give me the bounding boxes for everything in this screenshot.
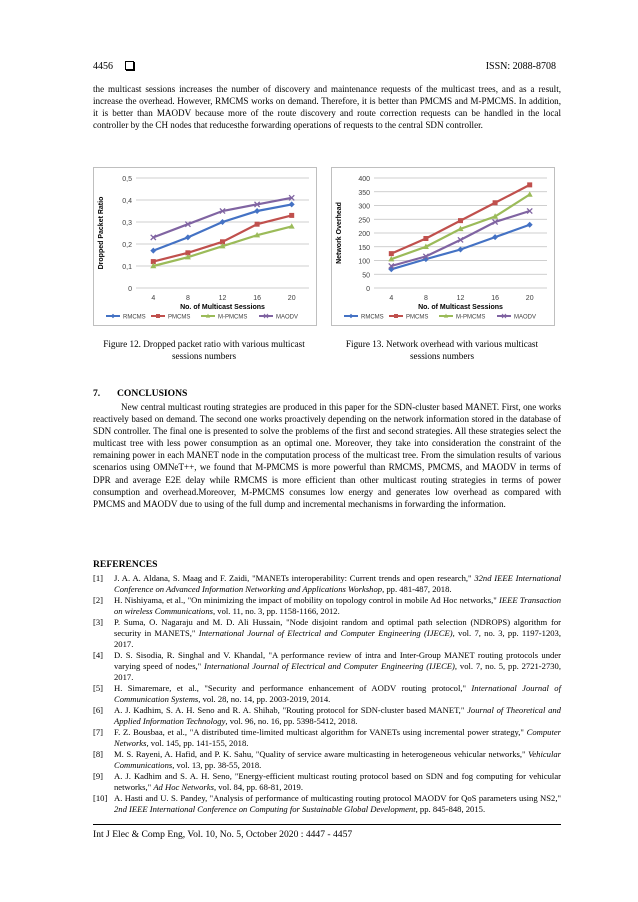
legend-label: RMCMS <box>123 314 146 321</box>
reference-number: [2] <box>93 595 104 605</box>
data-point <box>289 213 294 218</box>
reference-number: [4] <box>93 650 104 660</box>
reference-text: F. Z. Bousbaa, et al., "A distributed time-limited multicast algorithm for VANETs using incremental power strategy," Computer Networks, vol. 145, pp. 141-155, 2018. <box>114 727 561 749</box>
conclusions-text: New central multicast routing strategies are produced in this paper for the SDN-cluster based MANET. First, one works reactively based on demand. The second one works proactively depending on the network information stored in the database of SDN controller. The final one is presented to solve the problems of the first and second strategies. All these strategies select the multicast tree with less power consumption as an optimal one. Moreover, they take into consideration the constraint of the remaining power in each MANET node in the computation process of the multicast tree. From the simulation results of various scenarios using OMNeT++, we found that M-PMCMS is more powerful than RMCMS, PMCMS, and MAODV in terms of DPR and average E2E delay while RMCMS is more efficient than other multicast routing strategies in terms of power consumption and overhead.Moreover, M-PMCMS consumes low energy and generates low overhead as compared with PMCMS and MAODV due to using of the full dump and incremental mechanisms in forwarding the information. <box>93 402 561 509</box>
data-point <box>150 248 156 254</box>
legend-label: MAODV <box>276 314 299 321</box>
y-tick-label: 0,2 <box>122 242 132 249</box>
data-point <box>254 208 260 214</box>
reference-item <box>93 650 561 683</box>
data-point <box>458 247 464 253</box>
legend-label: PMCMS <box>406 314 429 321</box>
data-point <box>255 222 260 227</box>
legend-label: M-PMCMS <box>456 314 486 321</box>
reference-text: P. Suma, O. Nagaraju and M. D. Ali Hussain, "Node disjoint random and optimal path selection (NDROPS) algorithm for security in MANETS," International Journal of Electrical and Computer Engineering (IJECE), vol. 7, no. 3, pp. 1197-1203, 2017. <box>114 617 561 650</box>
y-tick-label: 0,5 <box>122 176 132 183</box>
legend-marker <box>394 314 398 318</box>
reference-number: [8] <box>93 749 104 759</box>
data-point <box>527 222 533 228</box>
legend-marker <box>111 314 115 318</box>
x-tick-label: 4 <box>389 295 394 302</box>
network-overhead-chart-svg <box>332 168 554 325</box>
y-tick-label: 300 <box>358 203 370 211</box>
x-tick-label: 4 <box>151 295 156 302</box>
reference-number: [7] <box>93 727 104 737</box>
reference-item <box>93 595 561 617</box>
reference-text: A. J. Kadhim, S. A. H. Seno and R. A. Shihab, "Routing protocol for SDN-cluster based MANET," Journal of Theoretical and Applied Information Technology, vol. 96, no. 16, pp. 5398-5412, 2018. <box>114 705 561 727</box>
x-tick-label: 12 <box>218 295 227 302</box>
reference-number: [5] <box>93 683 104 693</box>
x-axis-title: No. of Multicast Sessions <box>180 304 265 311</box>
legend-label: PMCMS <box>168 314 191 321</box>
x-tick-label: 20 <box>525 295 534 302</box>
x-tick-label: 20 <box>287 295 296 302</box>
reference-item <box>93 749 561 771</box>
data-point <box>289 201 295 207</box>
reference-item <box>93 705 561 727</box>
section-number: 7. <box>93 388 101 399</box>
legend-marker <box>349 314 353 318</box>
conclusions-heading <box>93 388 187 399</box>
data-point <box>423 236 428 241</box>
y-tick-label: 250 <box>358 217 370 225</box>
y-axis-title: Dropped Packet Ratio <box>98 196 105 270</box>
x-tick-label: 16 <box>253 295 261 302</box>
x-tick-label: 16 <box>491 295 499 302</box>
reference-text: A. Hasti and U. S. Pandey, "Analysis of performance of multicasting routing protocol MAODV for QoS parameters using NS2," 2nd IEEE International Conference on Computing for Sustainable Global Development, pp. 845-848, 2015. <box>114 793 561 815</box>
reference-number: [9] <box>93 771 104 781</box>
reference-text: H. Nishiyama, et al., "On minimizing the impact of mobility on topology control in mobile Ad Hoc networks," IEEE Transaction on wireless Communications, vol. 11, no. 3, pp. 1158-1166, 2012. <box>114 595 561 617</box>
figure-13-chart <box>331 167 555 326</box>
footer-citation: Int J Elec & Comp Eng, Vol. 10, No. 5, October 2020 : 4447 - 4457 <box>93 829 353 840</box>
reference-item <box>93 793 561 815</box>
y-tick-label: 100 <box>358 258 370 266</box>
figure-12-caption: Figure 12. Dropped packet ratio with various multicast sessions numbers <box>103 339 305 361</box>
reference-number: [6] <box>93 705 104 715</box>
legend-label: M-PMCMS <box>218 314 248 321</box>
x-tick-label: 8 <box>423 295 428 302</box>
y-tick-label: 50 <box>362 272 370 280</box>
figure-13-caption: Figure 13. Network overhead with various multicast sessions numbers <box>345 339 539 361</box>
reference-number: [10] <box>93 793 108 803</box>
data-point <box>492 234 498 240</box>
legend-label: MAODV <box>514 314 537 321</box>
reference-number: [3] <box>93 617 104 627</box>
data-point <box>389 251 394 256</box>
y-tick-label: 0 <box>128 286 132 293</box>
reference-text: H. Simaremare, et al., "Security and performance enhancement of AODV routing protocol," International Journal of Communication Systems, vol. 28, no. 14, pp. 2003-2019, 2014. <box>114 683 561 705</box>
reference-item <box>93 727 561 749</box>
issn: ISSN: 2088-8708 <box>485 61 556 72</box>
reference-item <box>93 573 561 595</box>
x-tick-label: 8 <box>185 295 190 302</box>
figure-12-chart <box>93 167 317 326</box>
x-axis-title: No. of Multicast Sessions <box>418 304 503 311</box>
page-number: 4456 <box>93 61 113 72</box>
dropped-packet-chart-svg <box>94 168 316 325</box>
reference-text: J. A. A. Aldana, S. Maag and F. Zaidi, "MANETs interoperability: Current trends and open research," 32nd IEEE International Conference on Advanced Information Networking and Applications Workshop, pp. 481-487, 2018. <box>114 573 562 595</box>
y-tick-label: 150 <box>358 244 370 252</box>
references-heading: REFERENCES <box>93 559 158 570</box>
intro-paragraph: the multicast sessions increases the number of discovery and maintenance requests of the multicast trees, and as a result, increase the overhead. However, RMCMS works on demand. Therefore, it is better than PMCMS and M-PMCMS. In addition, it is better than MAODV because more of the route discovery and route correction requests can be handled in the local controller by the CH nodes that reducesthe forwarding operations of requests to the central SDN controller. <box>93 84 561 131</box>
y-axis-title: Network Overhead <box>336 202 343 264</box>
y-tick-label: 350 <box>358 189 370 197</box>
reference-text: A. J. Kadhim and S. A. H. Seno, "Energy-efficient multicast routing protocol based on SDN and fog computing for vehicular networks," Ad Hoc Networks, vol. 84, pp. 68-81, 2019. <box>114 771 561 793</box>
section-title: CONCLUSIONS <box>117 388 188 399</box>
data-point <box>458 218 463 223</box>
data-point <box>527 182 532 187</box>
reference-number: [1] <box>93 573 104 583</box>
reference-item <box>93 683 561 705</box>
reference-item <box>93 771 561 793</box>
footer-divider <box>93 824 561 825</box>
legend-label: RMCMS <box>361 314 384 321</box>
y-tick-label: 400 <box>358 176 370 183</box>
data-point <box>493 200 498 205</box>
y-tick-label: 0,1 <box>122 264 132 271</box>
header-square-icon <box>125 61 134 70</box>
x-tick-label: 12 <box>456 295 465 302</box>
reference-text: M. S. Rayeni, A. Hafid, and P. K. Sahu, "Quality of service aware multicasting in heterogeneous vehicular networks," Vehicular Communications, vol. 13, pp. 38-55, 2018. <box>114 749 561 771</box>
y-tick-label: 200 <box>358 231 370 238</box>
reference-item <box>93 617 561 650</box>
y-tick-label: 0,3 <box>122 220 132 227</box>
reference-text: D. S. Sisodia, R. Singhal and V. Khandal, "A performance review of intra and Inter-Group MANET routing protocols under varying speed of nodes," International Journal of Electrical and Computer Engineering (IJECE), vol. 7, no. 5, pp. 2721-2730, 2017. <box>114 650 561 683</box>
y-tick-label: 0,4 <box>122 198 132 205</box>
y-tick-label: 0 <box>366 286 370 293</box>
legend-marker <box>156 314 160 318</box>
